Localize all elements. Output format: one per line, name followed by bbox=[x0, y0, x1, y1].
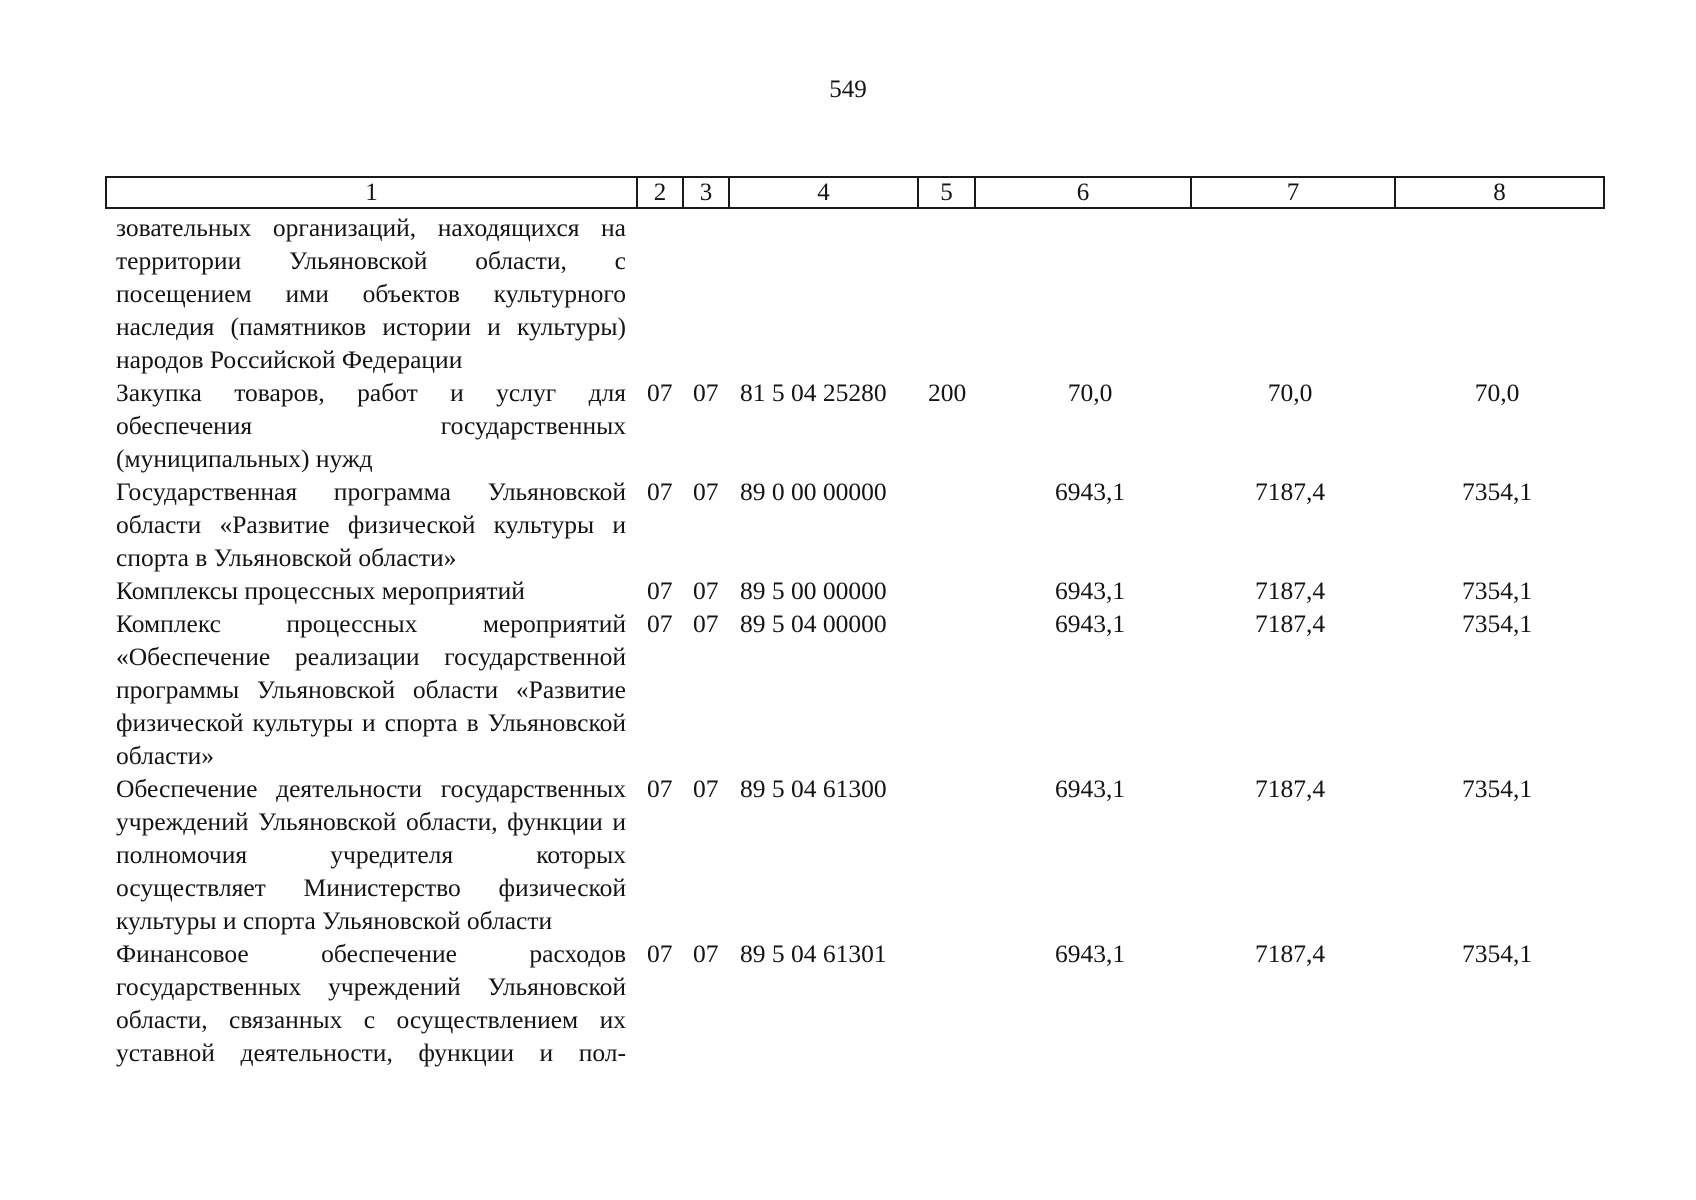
amount-col-8: 7354,1 bbox=[1461, 939, 1533, 968]
column-header-3: 3 bbox=[684, 178, 730, 207]
section-code: 07 bbox=[647, 774, 673, 803]
amount-col-8: 7354,1 bbox=[1461, 774, 1533, 803]
amount-col-7: 7187,4 bbox=[1254, 609, 1326, 638]
table-header bbox=[105, 176, 1605, 209]
amount-col-7: 7187,4 bbox=[1254, 774, 1326, 803]
column-header-8: 8 bbox=[1493, 179, 1506, 206]
section-code: 07 bbox=[647, 477, 673, 506]
section-code: 07 bbox=[647, 939, 673, 968]
column-header-4: 4 bbox=[730, 178, 919, 207]
table-row bbox=[0, 211, 1696, 376]
row-name: Закупка товаров, работ и услуг для обеспечения государственных (муниципальных) нужд bbox=[116, 378, 626, 473]
target-article-code: 89 5 04 00000 bbox=[740, 609, 887, 638]
page-number: 549 bbox=[829, 76, 867, 103]
column-header-7: 7 bbox=[1192, 178, 1396, 207]
table-row bbox=[0, 574, 1696, 607]
amount-col-6: 6943,1 bbox=[1054, 939, 1126, 968]
subsection-code: 07 bbox=[693, 477, 719, 506]
table-row bbox=[0, 772, 1696, 937]
target-article-code: 81 5 04 25280 bbox=[740, 378, 887, 407]
target-article-code: 89 5 00 00000 bbox=[740, 576, 887, 605]
column-header-2: 2 bbox=[638, 178, 684, 207]
amount-col-8: 7354,1 bbox=[1461, 576, 1533, 605]
column-header-1: 1 bbox=[107, 178, 638, 207]
row-name: зовательных организаций, находящихся на территории Ульяновской области, с посещением ими объектов культурного наследия (памятников истории и культуры) народов Российской Федерации bbox=[116, 213, 626, 374]
table-row bbox=[0, 475, 1696, 574]
amount-col-7: 70,0 bbox=[1267, 378, 1313, 407]
target-article-code: 89 5 04 61300 bbox=[740, 774, 887, 803]
amount-col-6: 6943,1 bbox=[1054, 774, 1126, 803]
section-code: 07 bbox=[647, 576, 673, 605]
row-name: Комплексы процессных мероприятий bbox=[116, 576, 525, 605]
amount-col-6: 6943,1 bbox=[1054, 477, 1126, 506]
table-row bbox=[0, 937, 1696, 1069]
subsection-code: 07 bbox=[693, 378, 719, 407]
amount-col-8: 7354,1 bbox=[1461, 609, 1533, 638]
amount-col-7: 7187,4 bbox=[1254, 477, 1326, 506]
amount-col-7: 7187,4 bbox=[1254, 939, 1326, 968]
row-name: Комплекс процессных мероприятий «Обеспечение реализации государственной программы Ульяновской области «Развитие физической культуры и спорта в Ульяновской области» bbox=[116, 609, 626, 770]
target-article-code: 89 0 00 00000 bbox=[740, 477, 887, 506]
subsection-code: 07 bbox=[693, 609, 719, 638]
column-header-6: 6 bbox=[976, 178, 1192, 207]
target-article-code: 89 5 04 61301 bbox=[740, 939, 887, 968]
row-name: Государственная программа Ульяновской области «Развитие физической культуры и спорта в Ульяновской области» bbox=[116, 477, 626, 572]
table-row bbox=[0, 376, 1696, 475]
subsection-code: 07 bbox=[693, 939, 719, 968]
amount-col-6: 6943,1 bbox=[1054, 576, 1126, 605]
subsection-code: 07 bbox=[693, 576, 719, 605]
subsection-code: 07 bbox=[693, 774, 719, 803]
column-header-5: 5 bbox=[919, 178, 976, 207]
section-code: 07 bbox=[647, 609, 673, 638]
amount-col-6: 6943,1 bbox=[1054, 609, 1126, 638]
amount-col-7: 7187,4 bbox=[1254, 576, 1326, 605]
row-name: Обеспечение деятельности государственных учреждений Ульяновской области, функции и полномочия учредителя которых осуществляет Министерство физической культуры и спорта Ульяновской области bbox=[116, 774, 626, 935]
table-row bbox=[0, 607, 1696, 772]
amount-col-8: 7354,1 bbox=[1461, 477, 1533, 506]
amount-col-8: 70,0 bbox=[1474, 378, 1520, 407]
table-body bbox=[0, 211, 1696, 1069]
amount-col-6: 70,0 bbox=[1067, 378, 1113, 407]
row-name: Финансовое обеспечение расходов государственных учреждений Ульяновской области, связанных с осуществлением их уставной деятельности, функции и пол- bbox=[116, 939, 626, 1067]
section-code: 07 bbox=[647, 378, 673, 407]
expense-type-code: 200 bbox=[928, 378, 967, 407]
